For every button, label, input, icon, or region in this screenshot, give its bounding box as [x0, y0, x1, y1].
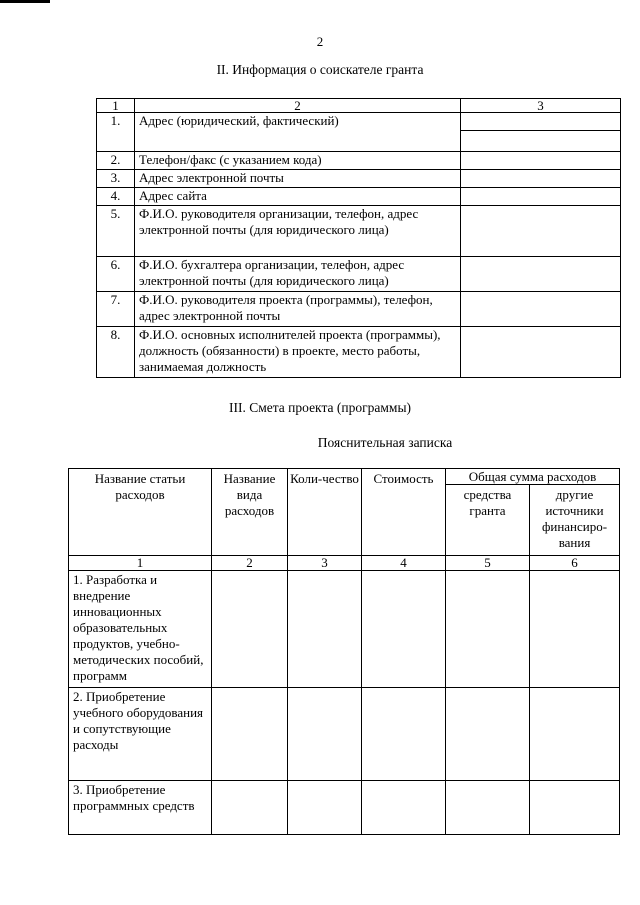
info-row-project-head — [97, 292, 621, 327]
budget-cell-cost[interactable] — [362, 688, 446, 781]
section-3-title: III. Смета проекта (программы) — [228, 400, 412, 415]
actual-address-value[interactable] — [461, 131, 620, 151]
header-grant-funds: средства гранта — [446, 485, 530, 556]
info-row-label: Ф.И.О. основных исполнителей проекта (программы), должность (обязанности) в проекте, место работы, занимаемая должность — [135, 327, 461, 378]
info-row-number: 3. — [97, 170, 135, 188]
info-row-label: Адрес (юридический, фактический) — [135, 113, 461, 152]
budget-row-equipment — [69, 688, 620, 781]
info-row-value-cell[interactable] — [461, 152, 621, 170]
budget-row-innovative-products — [69, 571, 620, 688]
info-row-executors — [97, 327, 621, 378]
info-row-number: 2. — [97, 152, 135, 170]
info-row-label: Телефон/факс (с указанием кода) — [135, 152, 461, 170]
info-header-col-3: 3 — [461, 99, 621, 113]
info-row-number: 8. — [97, 327, 135, 378]
info-row-value-cell[interactable] — [461, 170, 621, 188]
section-2-title: II. Информация о соискателе гранта — [216, 62, 424, 77]
column-number: 1 — [69, 556, 212, 571]
info-row-label: Адрес сайта — [135, 188, 461, 206]
budget-cell-expense-type[interactable] — [212, 571, 288, 688]
header-expense-type: Название вида расходов — [212, 469, 288, 556]
budget-cell-grant-funds[interactable] — [446, 781, 530, 835]
info-header-col-1: 1 — [97, 99, 135, 113]
info-row-address — [97, 113, 621, 152]
budget-cell-cost[interactable] — [362, 781, 446, 835]
info-row-value-cell[interactable] — [461, 327, 621, 378]
header-total-sum: Общая сумма расходов — [446, 469, 620, 485]
info-row-label: Адрес электронной почты — [135, 170, 461, 188]
column-number: 5 — [446, 556, 530, 571]
budget-item-label: 1. Разработка и внедрение инновационных образовательных продуктов, учебно-методических пособий, программ — [69, 571, 212, 688]
budget-cell-other-sources[interactable] — [530, 688, 620, 781]
info-row-website — [97, 188, 621, 206]
info-row-number: 6. — [97, 257, 135, 292]
info-row-value-cell[interactable] — [461, 292, 621, 327]
legal-address-value[interactable] — [461, 113, 620, 131]
budget-column-numbers-row — [69, 556, 620, 571]
applicant-info-table — [96, 98, 621, 378]
info-row-org-head — [97, 206, 621, 257]
budget-cell-quantity[interactable] — [288, 781, 362, 835]
budget-cell-other-sources[interactable] — [530, 781, 620, 835]
budget-cell-expense-type[interactable] — [212, 781, 288, 835]
budget-table — [68, 468, 620, 835]
header-cost: Стоимость — [362, 469, 446, 556]
budget-header-row-1 — [69, 469, 620, 485]
budget-cell-grant-funds[interactable] — [446, 688, 530, 781]
budget-item-label: 2. Приобретение учебного оборудования и сопутствующие расходы — [69, 688, 212, 781]
info-row-number: 7. — [97, 292, 135, 327]
info-row-value-cell[interactable] — [461, 257, 621, 292]
info-row-value-cell[interactable] — [461, 206, 621, 257]
info-row-label: Ф.И.О. руководителя проекта (программы), телефон, адрес электронной почты — [135, 292, 461, 327]
page-number: 2 — [316, 34, 324, 49]
header-item-name: Название статьи расходов — [69, 469, 212, 556]
budget-cell-cost[interactable] — [362, 571, 446, 688]
budget-cell-other-sources[interactable] — [530, 571, 620, 688]
explanatory-note-title: Пояснительная записка — [317, 435, 453, 450]
info-row-email — [97, 170, 621, 188]
info-row-accountant — [97, 257, 621, 292]
column-number: 3 — [288, 556, 362, 571]
info-row-value-cell[interactable] — [461, 113, 621, 152]
info-row-number: 1. — [97, 113, 135, 152]
info-row-phone — [97, 152, 621, 170]
budget-cell-quantity[interactable] — [288, 571, 362, 688]
header-other-sources: другие источники финансиро-вания — [530, 485, 620, 556]
info-row-number: 5. — [97, 206, 135, 257]
info-header-col-2: 2 — [135, 99, 461, 113]
info-row-label: Ф.И.О. бухгалтера организации, телефон, адрес электронной почты (для юридического лица) — [135, 257, 461, 292]
info-row-value-cell[interactable] — [461, 188, 621, 206]
budget-item-label: 3. Приобретение программных средств — [69, 781, 212, 835]
header-quantity: Коли-чество — [288, 469, 362, 556]
column-number: 4 — [362, 556, 446, 571]
info-row-number: 4. — [97, 188, 135, 206]
budget-cell-quantity[interactable] — [288, 688, 362, 781]
info-row-label: Ф.И.О. руководителя организации, телефон, адрес электронной почты (для юридического лица) — [135, 206, 461, 257]
info-table-header-row — [97, 99, 621, 113]
budget-cell-expense-type[interactable] — [212, 688, 288, 781]
column-number: 6 — [530, 556, 620, 571]
scan-corner-mark — [0, 0, 50, 3]
budget-row-software — [69, 781, 620, 835]
column-number: 2 — [212, 556, 288, 571]
budget-cell-grant-funds[interactable] — [446, 571, 530, 688]
